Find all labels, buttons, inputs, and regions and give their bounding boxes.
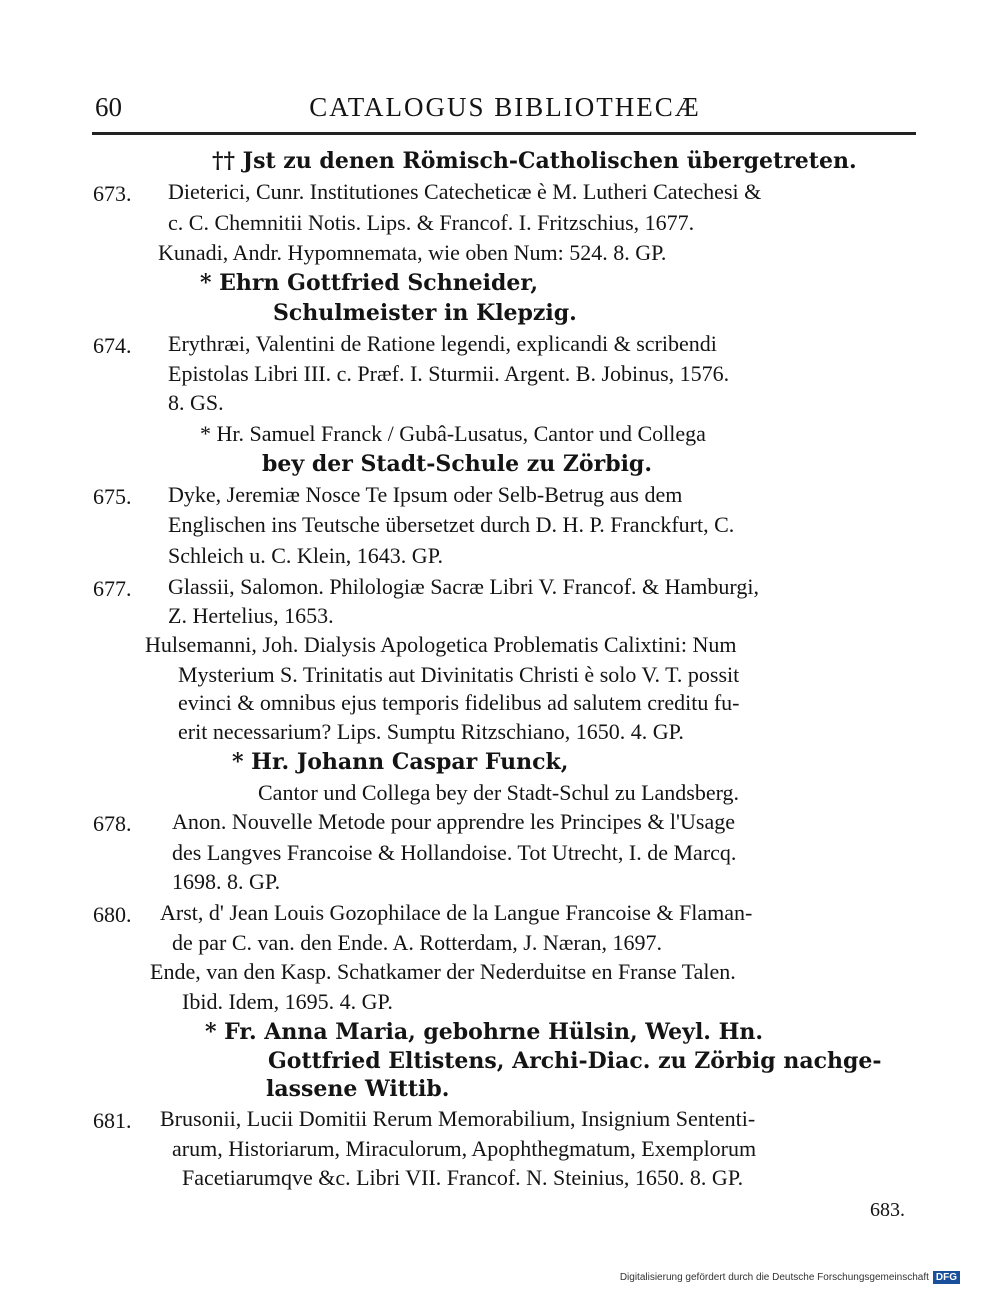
text-line: Glassii, Salomon. Philologiæ Sacræ Libri V. Francof. & Hamburgi, [168, 574, 759, 599]
text-line: Gottfried Eltistens, Archi-Diac. zu Zörbig nachge- [268, 1048, 882, 1074]
text-line: †† Jst zu denen Römisch-Catholischen übergetreten. [212, 148, 857, 174]
text-line: * Ehrn Gottfried Schneider, [200, 270, 539, 296]
entry-number: 675. [93, 484, 132, 509]
text-line: Dyke, Jeremiæ Nosce Te Ipsum oder Selb-Betrug aus dem [168, 482, 683, 507]
text-line: Schulmeister in Klepzig. [273, 300, 577, 326]
text-line: erit necessarium? Lips. Sumptu Ritzschiano, 1650. 4. GP. [178, 719, 684, 744]
text-line: Ende, van den Kasp. Schatkamer der Nederduitse en Franse Talen. [150, 959, 736, 984]
text-line: bey der Stadt-Schule zu Zörbig. [262, 451, 652, 477]
text-line: 1698. 8. GP. [172, 869, 281, 894]
text-line: arum, Historiarum, Miraculorum, Apophthegmatum, Exemplorum [172, 1136, 757, 1161]
footer-text: Digitalisierung gefördert durch die Deutsche Forschungsgemeinschaft [619, 1272, 929, 1283]
text-line: Dieterici, Cunr. Institutiones Catecheticæ è M. Lutheri Catechesi & [168, 179, 762, 204]
text-line: Kunadi, Andr. Hypomnemata, wie oben Num: 524. 8. GP. [158, 240, 667, 265]
text-line: des Langves Francoise & Hollandoise. Tot Utrecht, I. de Marcq. [172, 840, 737, 865]
text-line: Anon. Nouvelle Metode pour apprendre les Principes & l'Usage [172, 809, 735, 834]
page-number: 60 [95, 92, 122, 122]
text-line: Englischen ins Teutsche übersetzet durch D. H. P. Franckfurt, C. [168, 512, 735, 537]
text-line: 8. GS. [168, 390, 224, 415]
text-line: Brusonii, Lucii Domitii Rerum Memorabilium, Insignium Sententi- [160, 1106, 756, 1131]
text-line: Z. Hertelius, 1653. [168, 603, 334, 628]
dfg-logo: DFG [933, 1271, 960, 1284]
page-title: CATALOGUS BIBLIOTHECÆ [309, 92, 701, 122]
text-line: * Hr. Johann Caspar Funck, [232, 749, 569, 775]
page-header [95, 92, 915, 128]
text-line: Schleich u. C. Klein, 1643. GP. [168, 543, 443, 568]
digitization-footer [620, 1271, 960, 1284]
text-line: Hulsemanni, Joh. Dialysis Apologetica Problematis Calixtini: Num [145, 632, 737, 657]
text-line: Mysterium S. Trinitatis aut Divinitatis Christi è solo V. T. possit [178, 662, 740, 687]
text-line: Ibid. Idem, 1695. 4. GP. [182, 989, 393, 1014]
text-line: evinci & omnibus ejus temporis fidelibus ad salutem creditu fu- [178, 690, 740, 715]
text-line: lassene Wittib. [266, 1076, 450, 1102]
entry-number: 673. [93, 181, 132, 206]
entry-number: 681. [93, 1108, 132, 1133]
text-line: Epistolas Libri III. c. Præf. I. Sturmii. Argent. B. Jobinus, 1576. [168, 361, 730, 386]
text-line: Erythræi, Valentini de Ratione legendi, explicandi & scribendi [168, 331, 717, 356]
text-line: * Hr. Samuel Franck / Gubâ-Lusatus, Cantor und Collega [200, 421, 706, 446]
text-line: de par C. van. den Ende. A. Rotterdam, J. Næran, 1697. [172, 930, 663, 955]
entry-number: 678. [93, 811, 132, 836]
header-rule [92, 132, 916, 135]
text-line: Arst, d' Jean Louis Gozophilace de la Langue Francoise & Flaman- [160, 900, 753, 925]
entry-number: 674. [93, 333, 132, 358]
catchword: 683. [870, 1199, 905, 1221]
text-line: * Fr. Anna Maria, gebohrne Hülsin, Weyl. Hn. [205, 1019, 764, 1045]
text-line: Facetiarumqve &c. Libri VII. Francof. N. Steinius, 1650. 8. GP. [182, 1165, 744, 1190]
entry-number: 677. [93, 576, 132, 601]
text-line: Cantor und Collega bey der Stadt-Schul zu Landsberg. [258, 780, 740, 805]
text-line: c. C. Chemnitii Notis. Lips. & Francof. I. Fritzschius, 1677. [168, 210, 695, 235]
entry-number: 680. [93, 902, 132, 927]
